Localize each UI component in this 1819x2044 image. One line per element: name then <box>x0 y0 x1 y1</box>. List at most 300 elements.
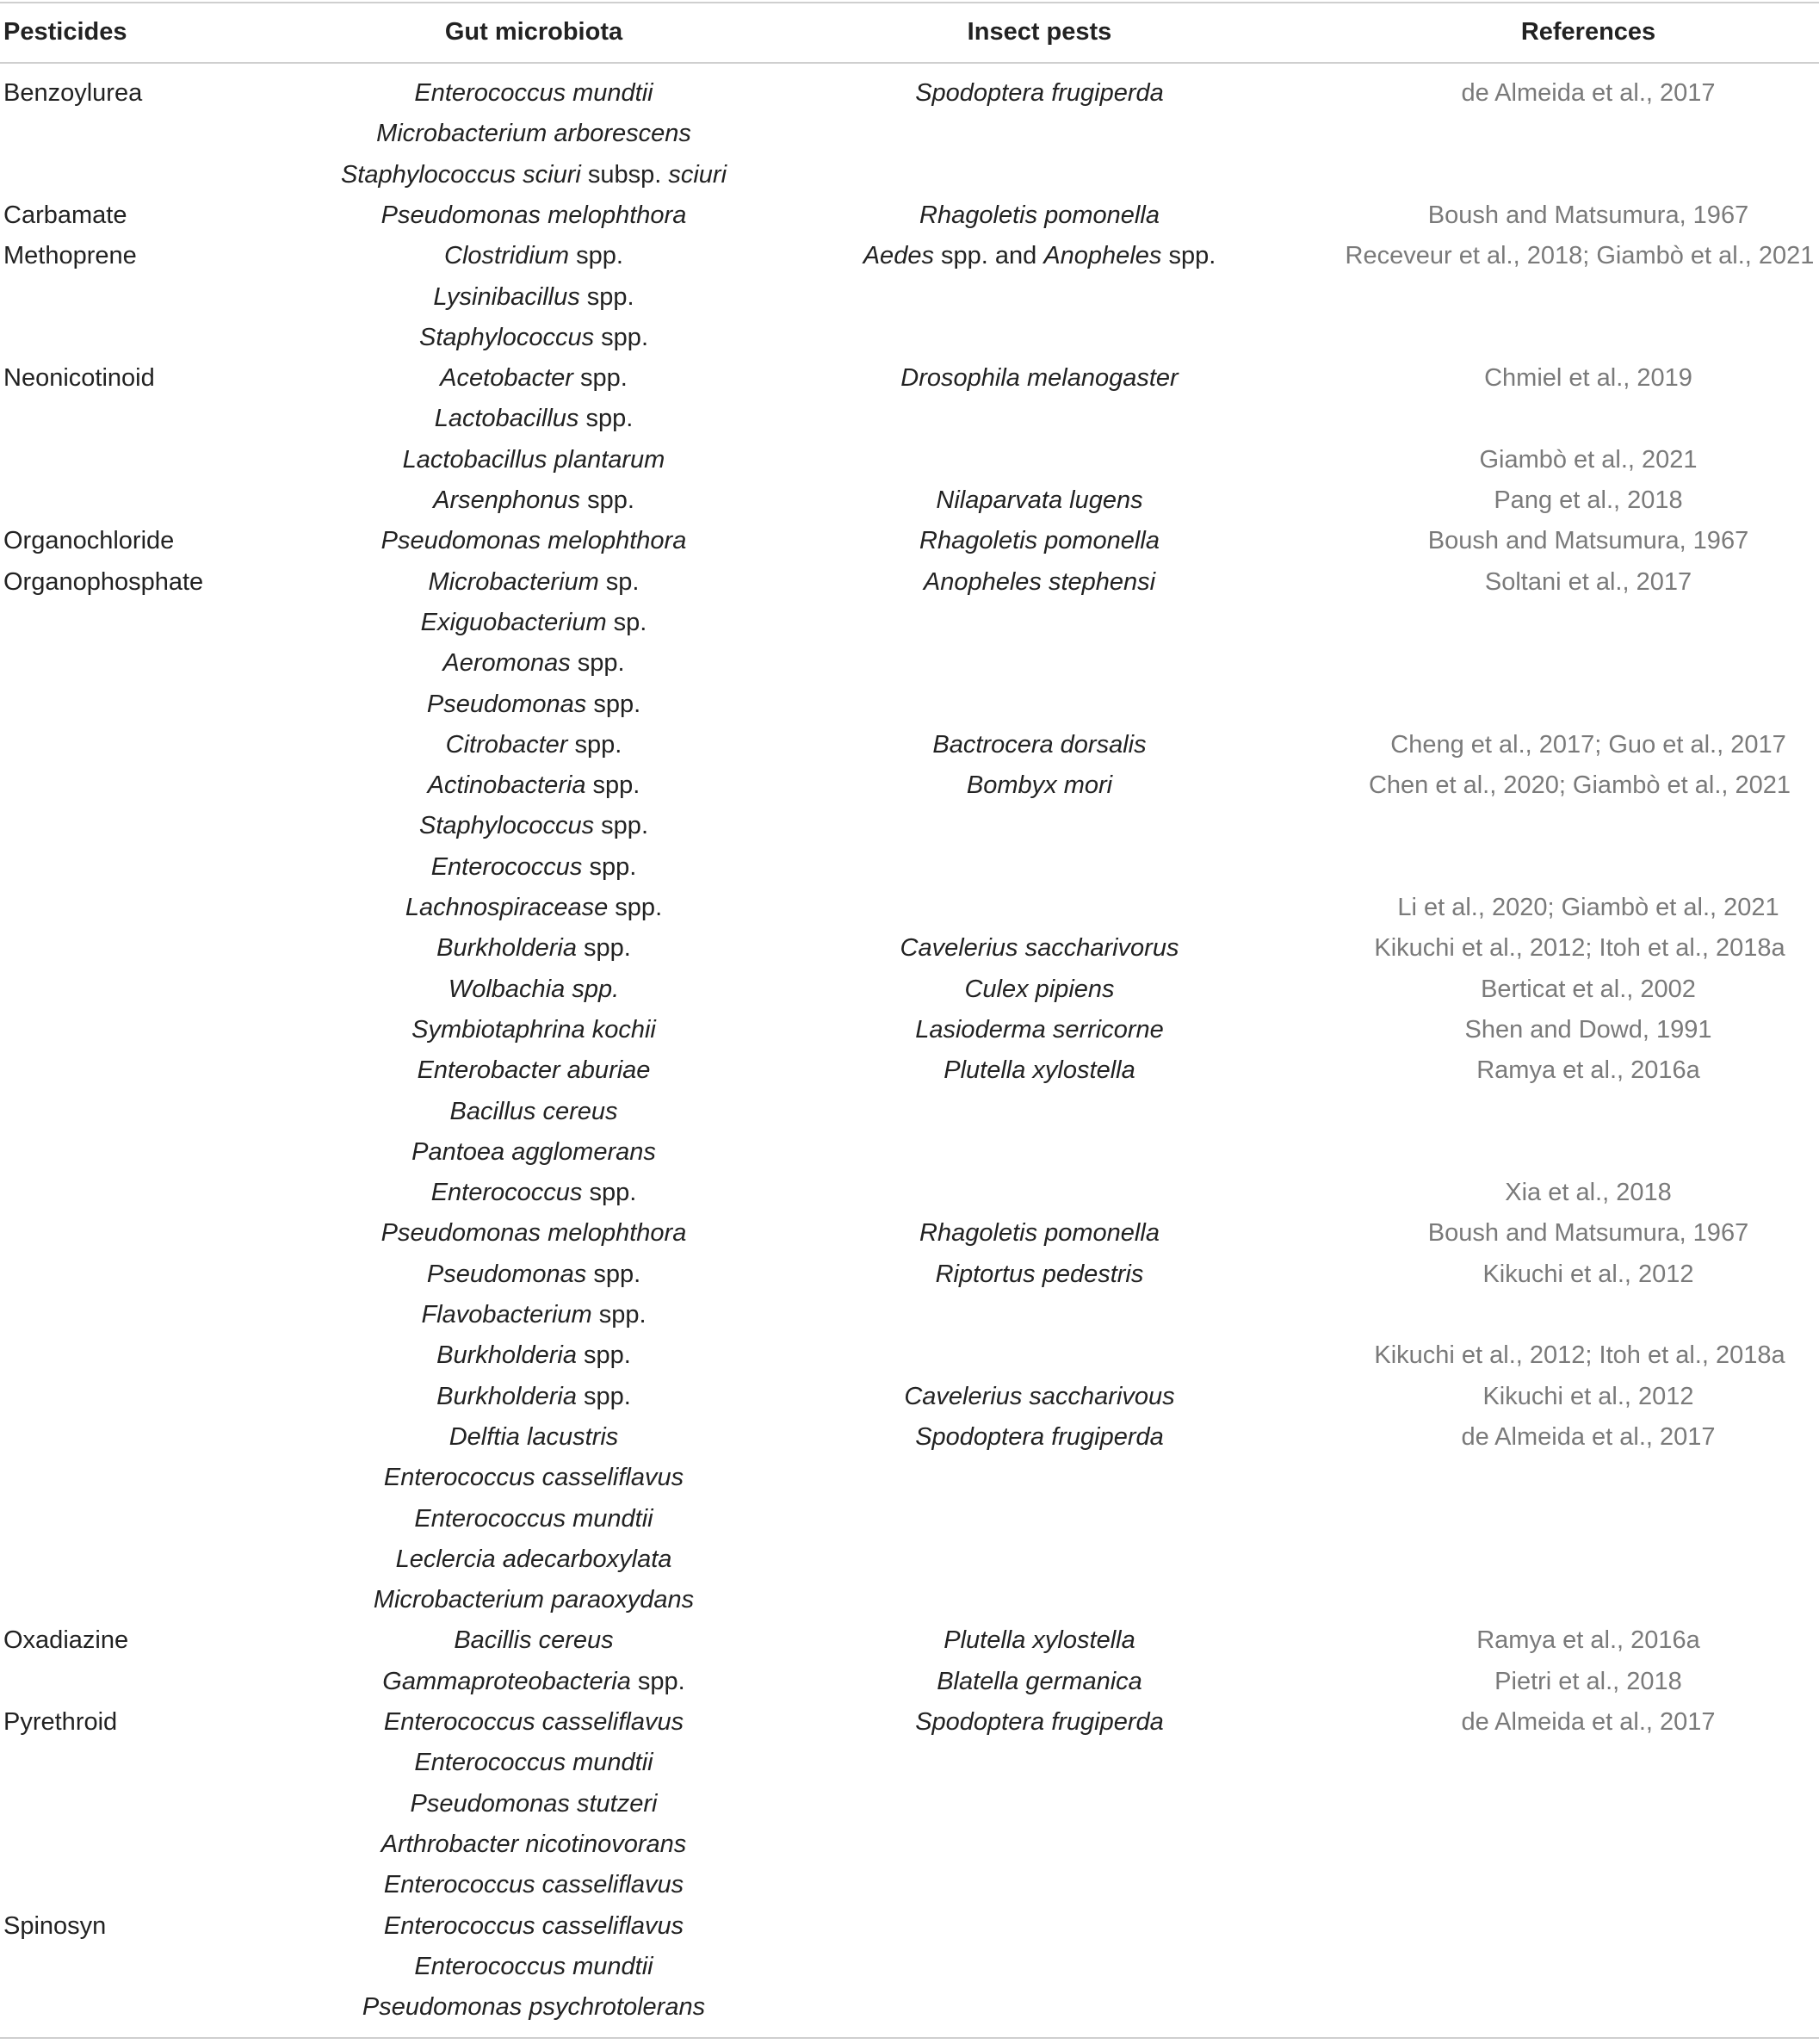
cell-gut-microbiota <box>306 1784 762 1824</box>
cell-reference: Li et al., 2020; Giambò et al., 2021 <box>1397 894 1779 921</box>
cell-gut-microbiota <box>306 765 762 806</box>
cell-pesticide <box>3 1254 348 1295</box>
microbe-name: Microbacterium paraoxydans <box>373 1586 695 1614</box>
cell-pesticide <box>3 1092 348 1132</box>
microbe-name: Staphylococcus <box>419 323 595 351</box>
cell-gut-microbiota <box>306 562 762 603</box>
cell-insect-pest <box>814 440 1265 480</box>
microbe-name: Staphylococcus sciuri <box>340 160 581 189</box>
table-row <box>0 725 1819 765</box>
microbe-name: Clostridium <box>444 242 570 270</box>
microbe-suffix: spp. <box>582 1179 637 1207</box>
cell-reference <box>1343 603 1819 643</box>
cell-pesticide <box>3 114 348 154</box>
cell-insect-pest <box>814 1458 1265 1498</box>
cell-reference: Xia et al., 2018 <box>1505 1179 1672 1207</box>
microbe-name: Citrobacter <box>445 730 568 759</box>
microbe-name: Enterococcus mundtii <box>414 1952 653 1980</box>
cell-reference <box>1343 1906 1819 1947</box>
cell-reference <box>1343 1499 1819 1539</box>
table-row <box>0 521 1819 561</box>
microbe-subspecies: sciuri <box>668 160 727 189</box>
table-row <box>0 1458 1819 1498</box>
cell-gut-microbiota <box>306 1662 762 1702</box>
table-row <box>0 277 1819 318</box>
microbe-name: Enterococcus casseliflavus <box>383 1871 684 1899</box>
cell-reference: de Almeida et al., 2017 <box>1461 79 1716 107</box>
microbe-name: Exiguobacterium <box>420 608 607 636</box>
microbe-name: Enterobacter aburiae <box>417 1056 651 1085</box>
pest-name: Rhagoletis pomonella <box>919 201 1160 229</box>
microbe-name: Lysinibacillus <box>433 282 580 311</box>
cell-pesticide <box>3 1050 348 1091</box>
microbe-name: Bacillis cereus <box>454 1626 614 1655</box>
cell-reference: Boush and Matsumura, 1967 <box>1427 527 1749 555</box>
microbe-suffix: spp. <box>579 282 634 311</box>
cell-insect-pest <box>814 1580 1265 1620</box>
microbe-name: Enterococcus casseliflavus <box>383 1464 684 1492</box>
cell-insect-pest <box>814 1254 1265 1295</box>
table-row <box>0 1213 1819 1254</box>
cell-reference <box>1343 847 1819 888</box>
microbe-name: Microbacterium arborescens <box>376 120 691 148</box>
cell-gut-microbiota <box>306 1417 762 1458</box>
cell-reference <box>1343 684 1819 725</box>
pest-name: Bombyx mori <box>966 771 1113 800</box>
cell-reference: Chmiel et al., 2019 <box>1484 364 1692 393</box>
microbe-name: Enterococcus <box>430 1179 583 1207</box>
table-row <box>0 1662 1819 1702</box>
table-row <box>0 1173 1819 1213</box>
cell-pesticide <box>3 1132 348 1173</box>
cell-insect-pest <box>814 318 1265 358</box>
pest-name: Cavelerius saccharivous <box>904 1382 1175 1410</box>
cell-gut-microbiota <box>306 1295 762 1335</box>
cell-reference <box>1343 1539 1819 1580</box>
cell-insect-pest <box>814 1417 1265 1458</box>
table-row <box>0 114 1819 154</box>
cell-insect-pest <box>814 1620 1265 1661</box>
microbe-name: Enterococcus <box>430 852 583 881</box>
cell-gut-microbiota <box>306 1824 762 1865</box>
cell-insect-pest <box>814 521 1265 561</box>
cell-insect-pest <box>814 1173 1265 1213</box>
microbe-suffix: spp. <box>576 1382 631 1410</box>
cell-pesticide <box>3 1987 348 2028</box>
cell-gut-microbiota <box>306 114 762 154</box>
cell-insect-pest <box>814 1499 1265 1539</box>
cell-pesticide <box>3 277 348 318</box>
cell-insect-pest <box>814 1743 1265 1783</box>
cell-insect-pest <box>814 195 1265 236</box>
pest-name: Cavelerius saccharivorus <box>900 934 1179 963</box>
cell-pesticide <box>3 1947 348 1987</box>
cell-gut-microbiota <box>306 358 762 399</box>
cell-insect-pest <box>814 1010 1265 1050</box>
cell-insect-pest <box>814 480 1265 521</box>
cell-pesticide <box>3 603 348 643</box>
pest-suffix: spp. and <box>933 242 1044 270</box>
cell-insect-pest <box>814 684 1265 725</box>
cell-pesticide <box>3 1865 348 1905</box>
cell-gut-microbiota <box>306 1620 762 1661</box>
pest-name: Drosophila melanogaster <box>900 364 1179 393</box>
cell-pesticide: Organophosphate <box>3 567 204 596</box>
table-row <box>0 1947 1819 1987</box>
cell-insect-pest <box>814 1784 1265 1824</box>
header-pesticides: Pesticides <box>3 17 127 46</box>
cell-pesticide <box>3 1377 348 1417</box>
cell-pesticide: Oxadiazine <box>3 1626 129 1655</box>
table-row <box>0 236 1819 276</box>
cell-pesticide <box>3 1295 348 1335</box>
table-row <box>0 1254 1819 1295</box>
pest-name: Anopheles stephensi <box>923 567 1156 596</box>
cell-insect-pest <box>814 806 1265 846</box>
cell-gut-microbiota <box>306 399 762 439</box>
cell-reference <box>1343 277 1819 318</box>
cell-reference <box>1343 806 1819 846</box>
cell-insect-pest <box>814 236 1265 276</box>
cell-pesticide <box>3 155 348 195</box>
microbe-suffix: spp. <box>580 486 634 514</box>
table-row <box>0 1906 1819 1947</box>
microbe-name: Enterococcus mundtii <box>414 79 653 107</box>
cell-pesticide <box>3 1335 348 1376</box>
cell-insect-pest <box>814 1213 1265 1254</box>
pest-name: Rhagoletis pomonella <box>919 1219 1160 1248</box>
cell-insect-pest <box>814 1132 1265 1173</box>
pest-name-2: Anopheles <box>1043 242 1162 270</box>
cell-gut-microbiota <box>306 521 762 561</box>
microbe-name: Lachnospiracease <box>405 894 609 921</box>
microbe-suffix: spp. <box>572 364 628 393</box>
table-row <box>0 1010 1819 1050</box>
cell-insect-pest <box>814 643 1265 684</box>
cell-pesticide <box>3 725 348 765</box>
microbe-name: Burkholderia <box>436 1382 577 1410</box>
microbe-name: Pseudomonas psychrotolerans <box>362 1993 706 2022</box>
cell-gut-microbiota <box>306 1254 762 1295</box>
table-row <box>0 1824 1819 1865</box>
microbe-suffix: spp. <box>591 1301 647 1329</box>
cell-reference: Kikuchi et al., 2012 <box>1482 1382 1694 1410</box>
microbe-name: Burkholderia <box>436 1341 577 1370</box>
pest-name: Plutella xylostella <box>944 1056 1135 1085</box>
cell-reference: Cheng et al., 2017; Guo et al., 2017 <box>1390 730 1786 759</box>
pest-name: Rhagoletis pomonella <box>919 527 1160 555</box>
cell-reference: Kikuchi et al., 2012; Itoh et al., 2018a <box>1374 934 1785 963</box>
table-row <box>0 1620 1819 1661</box>
cell-pesticide: Organochloride <box>3 527 175 555</box>
microbe-name: Pseudomonas melophthora <box>381 1219 687 1248</box>
microbe-suffix: sp. <box>606 608 647 636</box>
cell-reference: de Almeida et al., 2017 <box>1461 1422 1716 1451</box>
cell-gut-microbiota <box>306 969 762 1010</box>
cell-insect-pest <box>814 562 1265 603</box>
pest-suffix-2: spp. <box>1161 242 1216 270</box>
cell-reference: Giambò et al., 2021 <box>1479 445 1698 474</box>
cell-pesticide <box>3 806 348 846</box>
table-row <box>0 1417 1819 1458</box>
cell-pesticide <box>3 643 348 684</box>
cell-gut-microbiota <box>306 1173 762 1213</box>
cell-insect-pest <box>814 1092 1265 1132</box>
microbe-suffix: subsp. <box>580 160 669 189</box>
microbe-suffix: spp. <box>585 771 640 800</box>
microbe-name: Leclercia adecarboxylata <box>395 1545 672 1573</box>
cell-gut-microbiota <box>306 888 762 928</box>
microbe-name: Staphylococcus <box>419 812 595 840</box>
table-row <box>0 358 1819 399</box>
table-row <box>0 643 1819 684</box>
cell-pesticide <box>3 1539 348 1580</box>
table-row <box>0 318 1819 358</box>
table-row <box>0 440 1819 480</box>
pest-name: Blatella germanica <box>937 1667 1142 1695</box>
cell-insect-pest <box>814 1662 1265 1702</box>
cell-pesticide: Benzoylurea <box>3 79 143 107</box>
cell-pesticide <box>3 1743 348 1783</box>
microbe-name: Arsenphonus <box>433 486 581 514</box>
cell-gut-microbiota <box>306 1539 762 1580</box>
cell-insect-pest <box>814 1947 1265 1987</box>
table-row <box>0 1743 1819 1783</box>
cell-pesticide <box>3 440 348 480</box>
table-row <box>0 928 1819 969</box>
cell-insect-pest <box>814 1906 1265 1947</box>
cell-insect-pest <box>814 969 1265 1010</box>
cell-pesticide <box>3 928 348 969</box>
cell-gut-microbiota <box>306 1987 762 2028</box>
cell-gut-microbiota <box>306 318 762 358</box>
cell-insect-pest <box>814 1050 1265 1091</box>
table-row <box>0 806 1819 846</box>
microbe-name: Aeromonas <box>442 649 571 678</box>
cell-gut-microbiota <box>306 1906 762 1947</box>
cell-reference <box>1343 1987 1819 2028</box>
microbe-name: Enterococcus casseliflavus <box>383 1911 684 1940</box>
cell-pesticide: Pyrethroid <box>3 1708 118 1736</box>
cell-gut-microbiota <box>306 1580 762 1620</box>
cell-reference: Shen and Dowd, 1991 <box>1464 1015 1712 1044</box>
header-gut-microbiota: Gut microbiota <box>444 17 623 46</box>
cell-pesticide <box>3 1824 348 1865</box>
microbe-name: Pantoea agglomerans <box>411 1137 656 1166</box>
microbe-suffix: sp. <box>598 567 640 596</box>
pest-name: Spodoptera frugiperda <box>915 1422 1164 1451</box>
cell-pesticide <box>3 765 348 806</box>
microbe-name: Enterococcus mundtii <box>414 1749 653 1777</box>
table-row <box>0 1987 1819 2028</box>
microbe-name: Bacillus cereus <box>449 1097 618 1125</box>
cell-insect-pest <box>814 155 1265 195</box>
cell-gut-microbiota <box>306 1947 762 1987</box>
cell-reference: Pietri et al., 2018 <box>1494 1667 1682 1695</box>
cell-reference <box>1343 1458 1819 1498</box>
microbe-suffix: spp. <box>608 894 663 921</box>
cell-gut-microbiota <box>306 1743 762 1783</box>
cell-reference: de Almeida et al., 2017 <box>1461 1708 1716 1736</box>
microbe-suffix: spp. <box>630 1667 685 1695</box>
cell-insect-pest <box>814 603 1265 643</box>
cell-reference: Ramya et al., 2016a <box>1476 1056 1700 1085</box>
cell-reference <box>1343 643 1819 684</box>
cell-pesticide: Neonicotinoid <box>3 364 155 393</box>
microbe-suffix: spp. <box>567 730 622 759</box>
cell-insect-pest <box>814 928 1265 969</box>
pest-name: Spodoptera frugiperda <box>915 79 1164 107</box>
microbe-name: Delftia lacustris <box>449 1422 619 1451</box>
cell-reference <box>1343 1865 1819 1905</box>
table-row <box>0 399 1819 439</box>
cell-insect-pest <box>814 277 1265 318</box>
microbe-name: Wolbachia spp. <box>448 975 620 1003</box>
cell-insect-pest <box>814 1539 1265 1580</box>
microbe-name: Gammaproteobacteria <box>382 1667 631 1695</box>
table-row <box>0 847 1819 888</box>
cell-reference: Soltani et al., 2017 <box>1484 567 1692 596</box>
table-row <box>0 1865 1819 1905</box>
table-row <box>0 73 1819 114</box>
microbe-suffix: spp. <box>576 934 631 963</box>
cell-pesticide <box>3 399 348 439</box>
cell-pesticide: Carbamate <box>3 201 127 229</box>
cell-pesticide <box>3 1010 348 1050</box>
cell-insect-pest <box>814 1987 1265 2028</box>
cell-pesticide <box>3 969 348 1010</box>
cell-pesticide <box>3 318 348 358</box>
table-row <box>0 1295 1819 1335</box>
microbe-name: Pseudomonas melophthora <box>381 527 687 555</box>
cell-gut-microbiota <box>306 1213 762 1254</box>
microbe-name: Pseudomonas <box>426 1260 587 1288</box>
pest-name: Plutella xylostella <box>944 1626 1135 1655</box>
cell-gut-microbiota <box>306 73 762 114</box>
cell-gut-microbiota <box>306 277 762 318</box>
cell-reference <box>1343 399 1819 439</box>
cell-insect-pest <box>814 1335 1265 1376</box>
cell-gut-microbiota <box>306 195 762 236</box>
microbe-suffix: spp. <box>578 405 634 433</box>
cell-reference <box>1343 1580 1819 1620</box>
pest-name: Aedes <box>863 242 934 270</box>
cell-gut-microbiota <box>306 1132 762 1173</box>
cell-gut-microbiota <box>306 1010 762 1050</box>
microbe-suffix: spp. <box>576 1341 631 1370</box>
cell-gut-microbiota <box>306 725 762 765</box>
cell-pesticide <box>3 1499 348 1539</box>
microbe-name: Pseudomonas <box>426 690 587 718</box>
cell-gut-microbiota <box>306 806 762 846</box>
table-row <box>0 1499 1819 1539</box>
table-row <box>0 603 1819 643</box>
microbe-name: Pseudomonas stutzeri <box>410 1789 658 1818</box>
microbe-suffix: spp. <box>594 812 648 840</box>
cell-insect-pest <box>814 1377 1265 1417</box>
cell-reference <box>1343 1743 1819 1783</box>
table-row <box>0 1784 1819 1824</box>
table-bottom-rule <box>0 2037 1819 2039</box>
cell-gut-microbiota <box>306 480 762 521</box>
microbe-name: Lactobacillus plantarum <box>402 445 665 474</box>
cell-pesticide <box>3 1580 348 1620</box>
table-row <box>0 684 1819 725</box>
cell-reference: Boush and Matsumura, 1967 <box>1427 1219 1749 1248</box>
cell-reference: Berticat et al., 2002 <box>1481 975 1696 1003</box>
cell-insect-pest <box>814 114 1265 154</box>
cell-pesticide <box>3 847 348 888</box>
table-row <box>0 1580 1819 1620</box>
cell-gut-microbiota <box>306 643 762 684</box>
microbe-name: Enterococcus mundtii <box>414 1504 653 1533</box>
cell-reference <box>1343 1295 1819 1335</box>
microbe-name: Lactobacillus <box>434 405 579 433</box>
header-references: References <box>1520 17 1656 46</box>
cell-gut-microbiota <box>306 1458 762 1498</box>
cell-pesticide <box>3 684 348 725</box>
microbe-name: Acetobacter <box>440 364 573 393</box>
microbe-name: Actinobacteria <box>427 771 586 800</box>
table-row <box>0 1539 1819 1580</box>
cell-insect-pest <box>814 725 1265 765</box>
table-row <box>0 1335 1819 1376</box>
microbe-name: Symbiotaphrina kochii <box>411 1015 656 1044</box>
pest-name: Lasioderma serricorne <box>915 1015 1164 1044</box>
microbe-name: Microbacterium <box>428 567 599 596</box>
header-insect-pests: Insect pests <box>967 17 1112 46</box>
cell-gut-microbiota <box>306 847 762 888</box>
cell-gut-microbiota <box>306 1377 762 1417</box>
cell-pesticide <box>3 1213 348 1254</box>
cell-pesticide: Methoprene <box>3 242 137 270</box>
cell-insect-pest <box>814 1295 1265 1335</box>
cell-reference: Boush and Matsumura, 1967 <box>1427 201 1749 229</box>
table-row <box>0 195 1819 236</box>
cell-reference: Kikuchi et al., 2012; Itoh et al., 2018a <box>1374 1341 1785 1370</box>
cell-reference <box>1343 1824 1819 1865</box>
microbe-suffix: spp. <box>586 690 641 718</box>
cell-reference <box>1343 155 1819 195</box>
microbe-name: Arthrobacter nicotinovorans <box>381 1830 687 1858</box>
cell-pesticide <box>3 1784 348 1824</box>
microbe-name: Flavobacterium <box>421 1301 592 1329</box>
cell-reference: Receveur et al., 2018; Giambò et al., 2021 <box>1345 242 1815 270</box>
microbe-suffix: spp. <box>594 323 648 351</box>
microbe-suffix: spp. <box>570 649 625 678</box>
cell-gut-microbiota <box>306 603 762 643</box>
table-row <box>0 1050 1819 1091</box>
cell-pesticide <box>3 1173 348 1213</box>
cell-gut-microbiota <box>306 1865 762 1905</box>
table-row <box>0 562 1819 603</box>
table-row <box>0 155 1819 195</box>
cell-reference <box>1343 318 1819 358</box>
cell-gut-microbiota <box>306 1092 762 1132</box>
cell-reference: Kikuchi et al., 2012 <box>1482 1260 1694 1288</box>
cell-gut-microbiota <box>306 1702 762 1743</box>
cell-insect-pest <box>814 847 1265 888</box>
microbe-name: Burkholderia <box>436 934 577 963</box>
pest-name: Nilaparvata lugens <box>936 486 1143 514</box>
microbe-suffix: spp. <box>569 242 623 270</box>
pest-name: Culex pipiens <box>964 975 1115 1003</box>
cell-gut-microbiota <box>306 155 762 195</box>
table-row <box>0 480 1819 521</box>
cell-reference: Ramya et al., 2016a <box>1476 1626 1700 1655</box>
cell-insect-pest <box>814 1702 1265 1743</box>
cell-pesticide: Spinosyn <box>3 1911 107 1940</box>
